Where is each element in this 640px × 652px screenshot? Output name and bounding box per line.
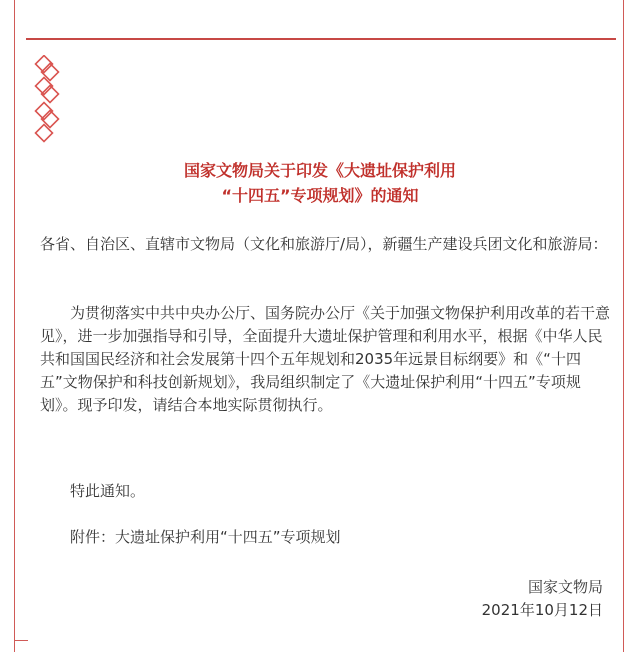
frame-bottom-tick <box>14 640 28 641</box>
frame-right-border <box>623 0 624 652</box>
title-line-1: 国家文物局关于印发《大遗址保护利用 <box>183 161 456 180</box>
document-title <box>0 158 640 208</box>
attachment-line: 附件：大遗址保护利用“十四五”专项规划 <box>70 528 341 546</box>
signature-date: 2021年10月12日 <box>481 601 603 619</box>
frame-top-border <box>26 38 616 40</box>
notice-line: 特此通知。 <box>70 482 146 500</box>
body-paragraph: 为贯彻落实中共中央办公厅、国务院办公厅《关于加强文物保护利用改革的若干意见》，进一步加强指导和引导，全面提升大遗址保护管理和利用水平，根据《中华人民共和国国民经济和社会发展第十四个五年规划和2035年远景目标纲要》和《“十四五”文物保护和科技创新规划》，我局组织制定了《大遗址保护利用“十四五”专项规划》。现予印发，请结合本地实际贯彻执行。 <box>40 304 611 414</box>
diamond-stack-icon <box>30 55 66 147</box>
title-line-2: “十四五”专项规划》的通知 <box>221 186 419 205</box>
frame-left-border <box>14 0 15 652</box>
signature-org: 国家文物局 <box>527 578 603 596</box>
addressee: 各省、自治区、直辖市文物局（文化和旅游厅/局），新疆生产建设兵团文化和旅游局： <box>40 235 608 253</box>
